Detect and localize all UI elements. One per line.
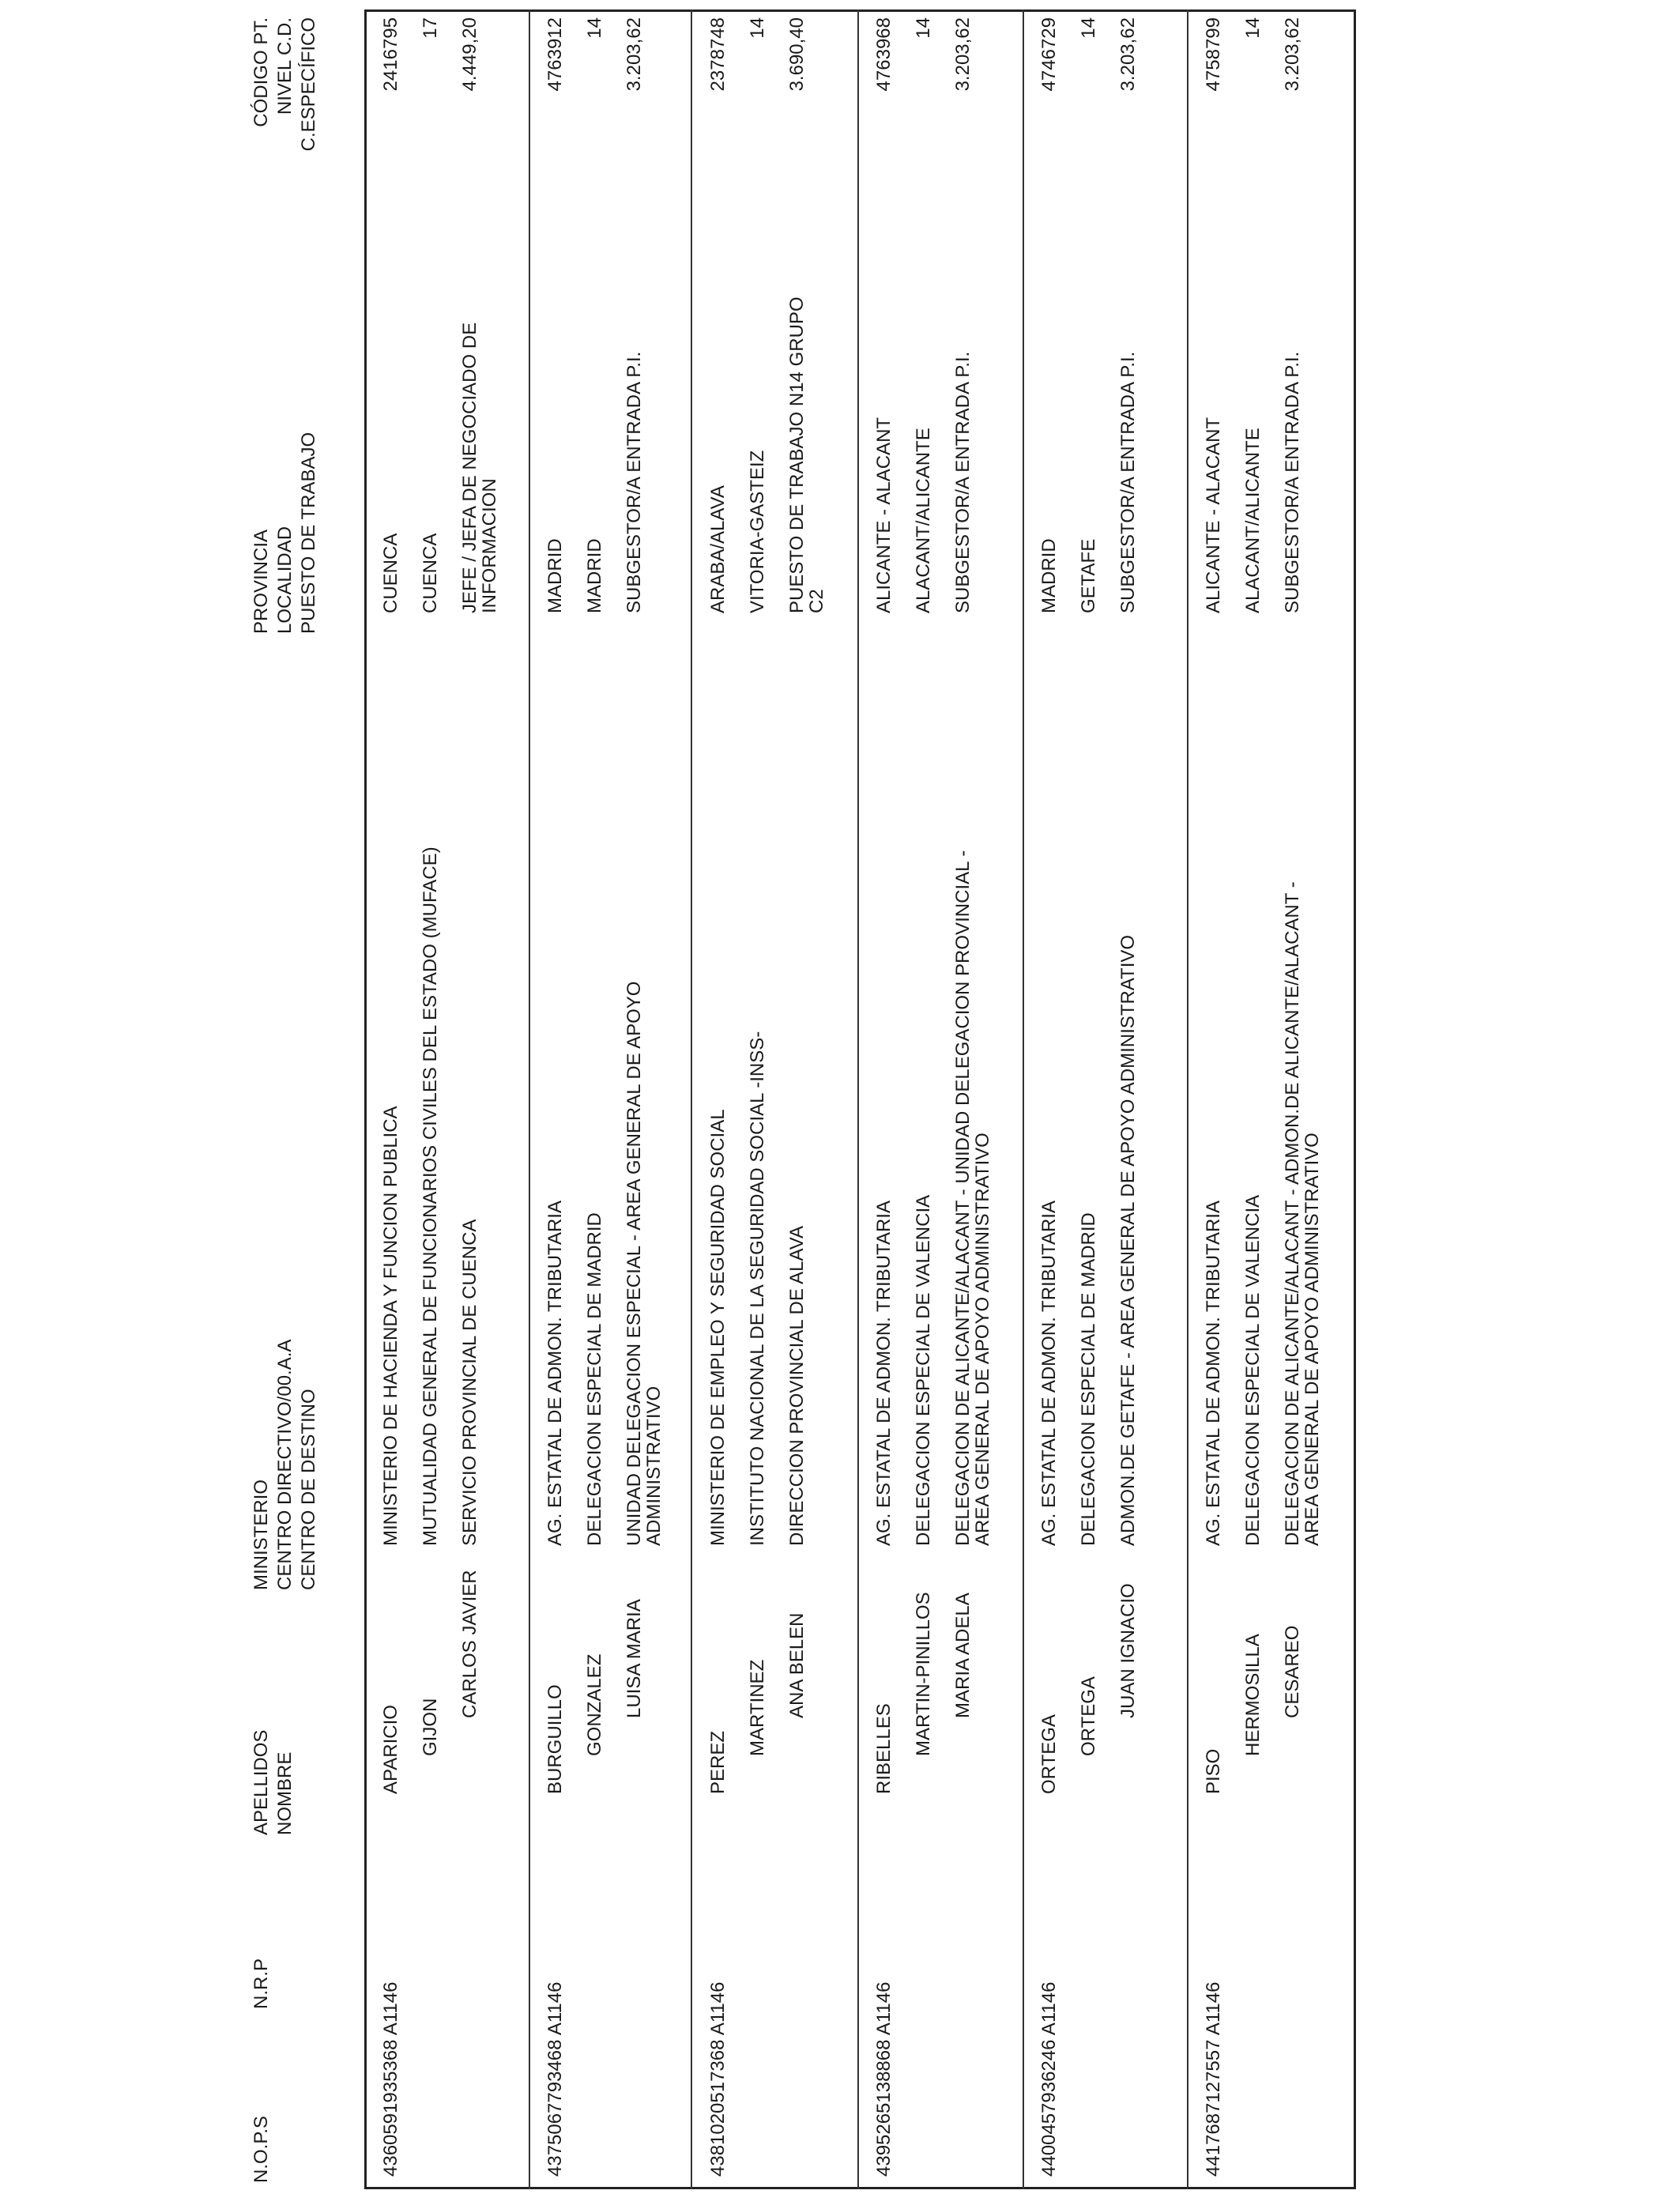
record-apellido2: MARTINEZ xyxy=(747,1659,768,1756)
row-separator xyxy=(1023,9,1024,2189)
record-especifico: 3.203,62 xyxy=(1282,17,1303,92)
record-puesto-line2: C2 xyxy=(806,589,827,613)
record-centro-destino: DIRECCION PROVINCIAL DE ALAVA xyxy=(786,1226,808,1546)
header-apellidos-label: APELLIDOS xyxy=(250,1729,272,1835)
record-localidad: ALACANT/ALICANTE xyxy=(1242,428,1264,613)
record-ministerio: MINISTERIO DE HACIENDA Y FUNCION PUBLICA xyxy=(380,1106,401,1546)
record-apellido1: BURGUILLO xyxy=(544,1684,566,1794)
record-apellido1: ORTEGA xyxy=(1038,1714,1060,1794)
row-separator xyxy=(857,9,859,2189)
record-localidad: CUENCA xyxy=(420,533,441,613)
record-puesto: SUBGESTOR/A ENTRADA P.I. xyxy=(1117,351,1139,613)
header-provincia-label: PROVINCIA xyxy=(250,529,272,634)
record-nrp: 0457936246 A1146 xyxy=(1038,1981,1060,2145)
header-centro-destino-label: CENTRO DE DESTINO xyxy=(298,1389,319,1590)
records-table-frame xyxy=(364,9,1356,2189)
record-ministerio: MINISTERIO DE EMPLEO Y SEGURIDAD SOCIAL xyxy=(707,1109,729,1546)
record-nops: 436 xyxy=(380,2144,401,2177)
record-puesto: JEFE / JEFA DE NEGOCIADO DE xyxy=(459,322,480,613)
record-centro-directivo: MUTUALIDAD GENERAL DE FUNCIONARIOS CIVILES DEL ESTADO (MUFACE) xyxy=(420,846,441,1546)
header-nops-label: N.O.P.S xyxy=(250,2116,272,2183)
record-especifico: 3.203,62 xyxy=(1117,17,1139,92)
row-separator xyxy=(529,9,530,2189)
record-centro-directivo: DELEGACION ESPECIAL DE VALENCIA xyxy=(913,1194,934,1546)
record-ministerio: AG. ESTATAL DE ADMON. TRIBUTARIA xyxy=(544,1201,566,1546)
record-nrp: 5067793468 A1146 xyxy=(544,1981,566,2145)
record-centro-directivo: DELEGACION ESPECIAL DE MADRID xyxy=(584,1212,605,1546)
record-centro-directivo: DELEGACION ESPECIAL DE MADRID xyxy=(1078,1212,1099,1546)
record-codigo: 2378748 xyxy=(707,17,729,92)
record-centro-destino: ADMON.DE GETAFE - AREA GENERAL DE APOYO ADMINISTRATIVO xyxy=(1117,934,1139,1546)
header-nrp xyxy=(250,1958,273,2009)
header-provincia-localidad-puesto xyxy=(250,432,321,634)
record-apellido2: GONZALEZ xyxy=(584,1653,605,1756)
header-ministerio-label: MINISTERIO xyxy=(250,1479,272,1590)
record-centro-destino-line2: AREA GENERAL DE APOYO ADMINISTRATIVO xyxy=(1301,1133,1323,1546)
record-centro-directivo: DELEGACION ESPECIAL DE VALENCIA xyxy=(1242,1194,1264,1546)
record-apellido1: APARICIO xyxy=(380,1705,401,1794)
record-centro-destino-line2: ADMINISTRATIVO xyxy=(643,1385,665,1546)
record-apellido2: GIJON xyxy=(420,1698,441,1756)
record-provincia: ALICANTE - ALACANT xyxy=(873,417,895,613)
header-puesto-label: PUESTO DE TRABAJO xyxy=(298,432,319,634)
record-centro-destino: DELEGACION DE ALICANTE/ALACANT - ADMON.DE ALICANTE/ALACANT - xyxy=(1282,881,1303,1546)
record-ministerio: AG. ESTATAL DE ADMON. TRIBUTARIA xyxy=(873,1201,895,1546)
record-puesto: SUBGESTOR/A ENTRADA P.I. xyxy=(623,351,645,613)
record-apellido1: RIBELLES xyxy=(873,1703,895,1794)
record-nivel: 14 xyxy=(747,17,768,39)
record-provincia: ALICANTE - ALACANT xyxy=(1203,417,1224,613)
record-puesto: SUBGESTOR/A ENTRADA P.I. xyxy=(1282,351,1303,613)
record-nombre: ANA BELEN xyxy=(786,1612,808,1718)
record-nrp: 7687127557 A1146 xyxy=(1203,1981,1224,2145)
record-nivel: 14 xyxy=(584,17,605,39)
record-ministerio: AG. ESTATAL DE ADMON. TRIBUTARIA xyxy=(1203,1201,1224,1546)
record-nops: 437 xyxy=(544,2144,566,2177)
header-codigo-nivel-especifico xyxy=(250,17,321,191)
record-nivel: 14 xyxy=(913,17,934,39)
header-nrp-label: N.R.P xyxy=(250,1958,272,2009)
record-nombre: MARIA ADELA xyxy=(952,1593,974,1718)
record-centro-destino-line2: AREA GENERAL DE APOYO ADMINISTRATIVO xyxy=(972,1133,993,1546)
record-apellido1: PEREZ xyxy=(707,1730,729,1794)
record-codigo: 4758799 xyxy=(1203,17,1224,92)
record-apellido2: ORTEGA xyxy=(1078,1676,1099,1756)
record-nombre: CESAREO xyxy=(1282,1625,1303,1718)
row-separator xyxy=(691,9,692,2189)
record-especifico: 4.449,20 xyxy=(459,17,480,92)
record-nrp: 1020517368 A1146 xyxy=(707,1981,729,2145)
record-especifico: 3.203,62 xyxy=(623,17,645,92)
header-especifico-label: C.ESPECÍFICO xyxy=(298,17,319,152)
record-nops: 439 xyxy=(873,2144,895,2177)
record-localidad: MADRID xyxy=(584,538,605,613)
record-apellido2: MARTIN-PINILLOS xyxy=(913,1592,934,1756)
record-nops: 440 xyxy=(1038,2144,1060,2177)
record-nombre: CARLOS JAVIER xyxy=(459,1570,480,1718)
header-codigo-label: CÓDIGO PT. xyxy=(250,17,272,127)
record-provincia: MADRID xyxy=(1038,538,1060,613)
record-nops: 441 xyxy=(1203,2144,1224,2177)
record-especifico: 3.203,62 xyxy=(952,17,974,92)
record-puesto: PUESTO DE TRABAJO N14 GRUPO xyxy=(786,296,808,613)
record-codigo: 4746729 xyxy=(1038,17,1060,92)
record-provincia: MADRID xyxy=(544,538,566,613)
record-nrp: 5265138868 A1146 xyxy=(873,1981,895,2145)
record-centro-destino: UNIDAD DELEGACION ESPECIAL - AREA GENERAL DE APOYO xyxy=(623,981,645,1546)
header-nombre-label: NOMBRE xyxy=(274,1751,296,1835)
record-centro-destino: DELEGACION DE ALICANTE/ALACANT - UNIDAD DELEGACION PROVINCIAL - xyxy=(952,850,974,1546)
record-codigo: 4763912 xyxy=(544,17,566,92)
header-ministerio-centros xyxy=(250,1340,321,1590)
record-provincia: ARABA/ALAVA xyxy=(707,485,729,613)
record-especifico: 3.690,40 xyxy=(786,17,808,92)
record-nops: 438 xyxy=(707,2144,729,2177)
record-localidad: VITORIA-GASTEIZ xyxy=(747,450,768,613)
header-centro-directivo-label: CENTRO DIRECTIVO/00.A.A xyxy=(274,1339,296,1590)
header-nops xyxy=(250,2116,273,2183)
record-provincia: CUENCA xyxy=(380,533,401,613)
record-localidad: GETAFE xyxy=(1078,538,1099,613)
record-codigo: 4763968 xyxy=(873,17,895,92)
header-apellidos-nombre xyxy=(250,1730,297,1835)
record-apellido2: HERMOSILLA xyxy=(1242,1634,1264,1756)
record-puesto: SUBGESTOR/A ENTRADA P.I. xyxy=(952,351,974,613)
record-puesto-line2: INFORMACION xyxy=(479,478,500,613)
record-localidad: ALACANT/ALICANTE xyxy=(913,428,934,613)
record-centro-destino: SERVICIO PROVINCIAL DE CUENCA xyxy=(459,1219,480,1546)
record-apellido1: PISO xyxy=(1203,1748,1224,1794)
header-nivel-label: NIVEL C.D. xyxy=(274,17,296,115)
header-localidad-label: LOCALIDAD xyxy=(274,526,296,634)
record-ministerio: AG. ESTATAL DE ADMON. TRIBUTARIA xyxy=(1038,1201,1060,1546)
record-nrp: 0591935368 A1146 xyxy=(380,1981,401,2145)
record-codigo: 2416795 xyxy=(380,17,401,92)
record-nombre: LUISA MARIA xyxy=(623,1599,645,1718)
record-nivel: 14 xyxy=(1078,17,1099,39)
record-nombre: JUAN IGNACIO xyxy=(1117,1583,1139,1718)
record-nivel: 14 xyxy=(1242,17,1264,39)
record-nivel: 17 xyxy=(420,17,441,39)
row-separator xyxy=(1187,9,1188,2189)
record-centro-directivo: INSTITUTO NACIONAL DE LA SEGURIDAD SOCIAL -INSS- xyxy=(747,1031,768,1546)
